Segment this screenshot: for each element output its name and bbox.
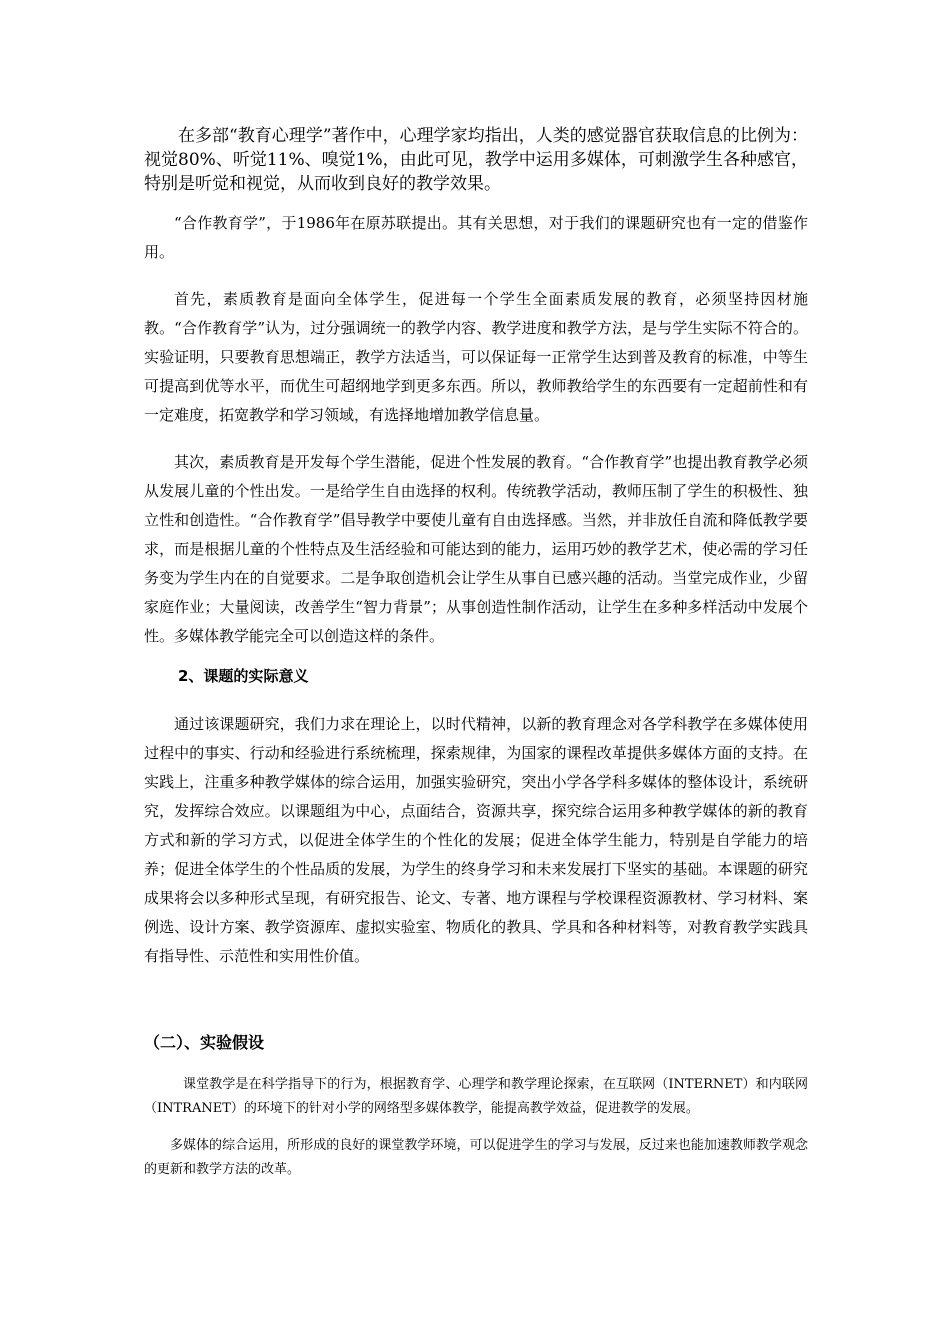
paragraph-sensory-perception: 在多部“教育心理学”著作中，心理学家均指出，人类的感觉器官获取信息的比例为：视觉80%、听觉11%、嗅觉1%，由此可见，教学中运用多媒体，可刺激学生各种感官，特别是听觉和视觉，从而收到良好的教学效果。: [144, 126, 808, 194]
paragraph-practical-significance: 通过该课题研究，我们力求在理论上，以时代精神，以新的教育理念对各学科教学在多媒体使用过程中的事实、行动和经验进行系统梳理，探索规律，为国家的课程改革提供多媒体方面的支持。在实践上，注重多种教学媒体的综合运用，加强实验研究，突出小学各学科多媒体的整体设计，系统研究，发挥综合效应。以课题组为中心，点面结合，资源共享，探究综合运用多种教学媒体的新的教育方式和新的学习方式，以促进全体学生的个性化的发展；促进全体学生能力，特别是自学能力的培养；促进全体学生的个性品质的发展，为学生的终身学习和未来发展打下坚实的基础。本课题的研究成果将会以多种形式呈现，有研究报告、论文、专著、地方课程与学校课程资源教材、学习材料、案例选、设计方案、教学资源库、虚拟实验室、物质化的教具、学具和各种材料等，对教育教学实践具有指导性、示范性和实用性价值。: [144, 715, 808, 965]
paragraph-first-point: 首先，素质教育是面向全体学生，促进每一个学生全面素质发展的教育，必须坚持因材施教。“合作教育学”认为，过分强调统一的教学内容、教学进度和教学方法，是与学生实际不符合的。实验证明，只要教育思想端正，教学方法适当，可以保证每一正常学生达到普及教育的标准，中等生可提高到优等水平，而优生可超纲地学到更多东西。所以，教师教给学生的东西要有一定超前性和有一定难度，拓宽教学和学习领域，有选择地增加教学信息量。: [144, 290, 808, 424]
paragraph-hypothesis-network: 课堂教学是在科学指导下的行为，根据教育学、心理学和教学理论探索，在互联网（INTERNET）和内联网（INTRANET）的环境下的针对小学的网络型多媒体教学，能提高教学效益，促进教学的发展。: [144, 1077, 808, 1116]
section-heading-hypothesis: （二）、实验假设: [144, 1033, 265, 1052]
paragraph-cooperative-pedagogy: “合作教育学”，于1986年在原苏联提出。其有关思想，对于我们的课题研究也有一定的借鉴作用。: [144, 214, 808, 261]
paragraph-hypothesis-environment: 多媒体的综合运用，所形成的良好的课堂教学环境，可以促进学生的学习与发展，反过来也能加速教师教学观念的更新和教学方法的改革。: [144, 1138, 808, 1177]
paragraph-second-point: 其次，素质教育是开发每个学生潜能，促进个性发展的教育。“合作教育学”也提出教育教学必须从发展儿童的个性出发。一是给学生自由选择的权利。传统教学活动，教师压制了学生的积极性、独立性和创造性。“合作教育学”倡导教学中要使儿童有自由选择感。当然，并非放任自流和降低教学要求，而是根据儿童的个性特点及生活经验和可能达到的能力，运用巧妙的教学艺术，使必需的学习任务变为学生内在的自觉要求。二是争取创造机会让学生从事自已感兴趣的活动。当堂完成作业，少留家庭作业；大量阅读，改善学生“智力背景”；从事创造性制作活动，让学生在多种多样活动中发展个性。多媒体教学能完全可以创造这样的条件。: [144, 453, 808, 645]
section-heading-practical-significance: 2、课题的实际意义: [178, 667, 309, 685]
